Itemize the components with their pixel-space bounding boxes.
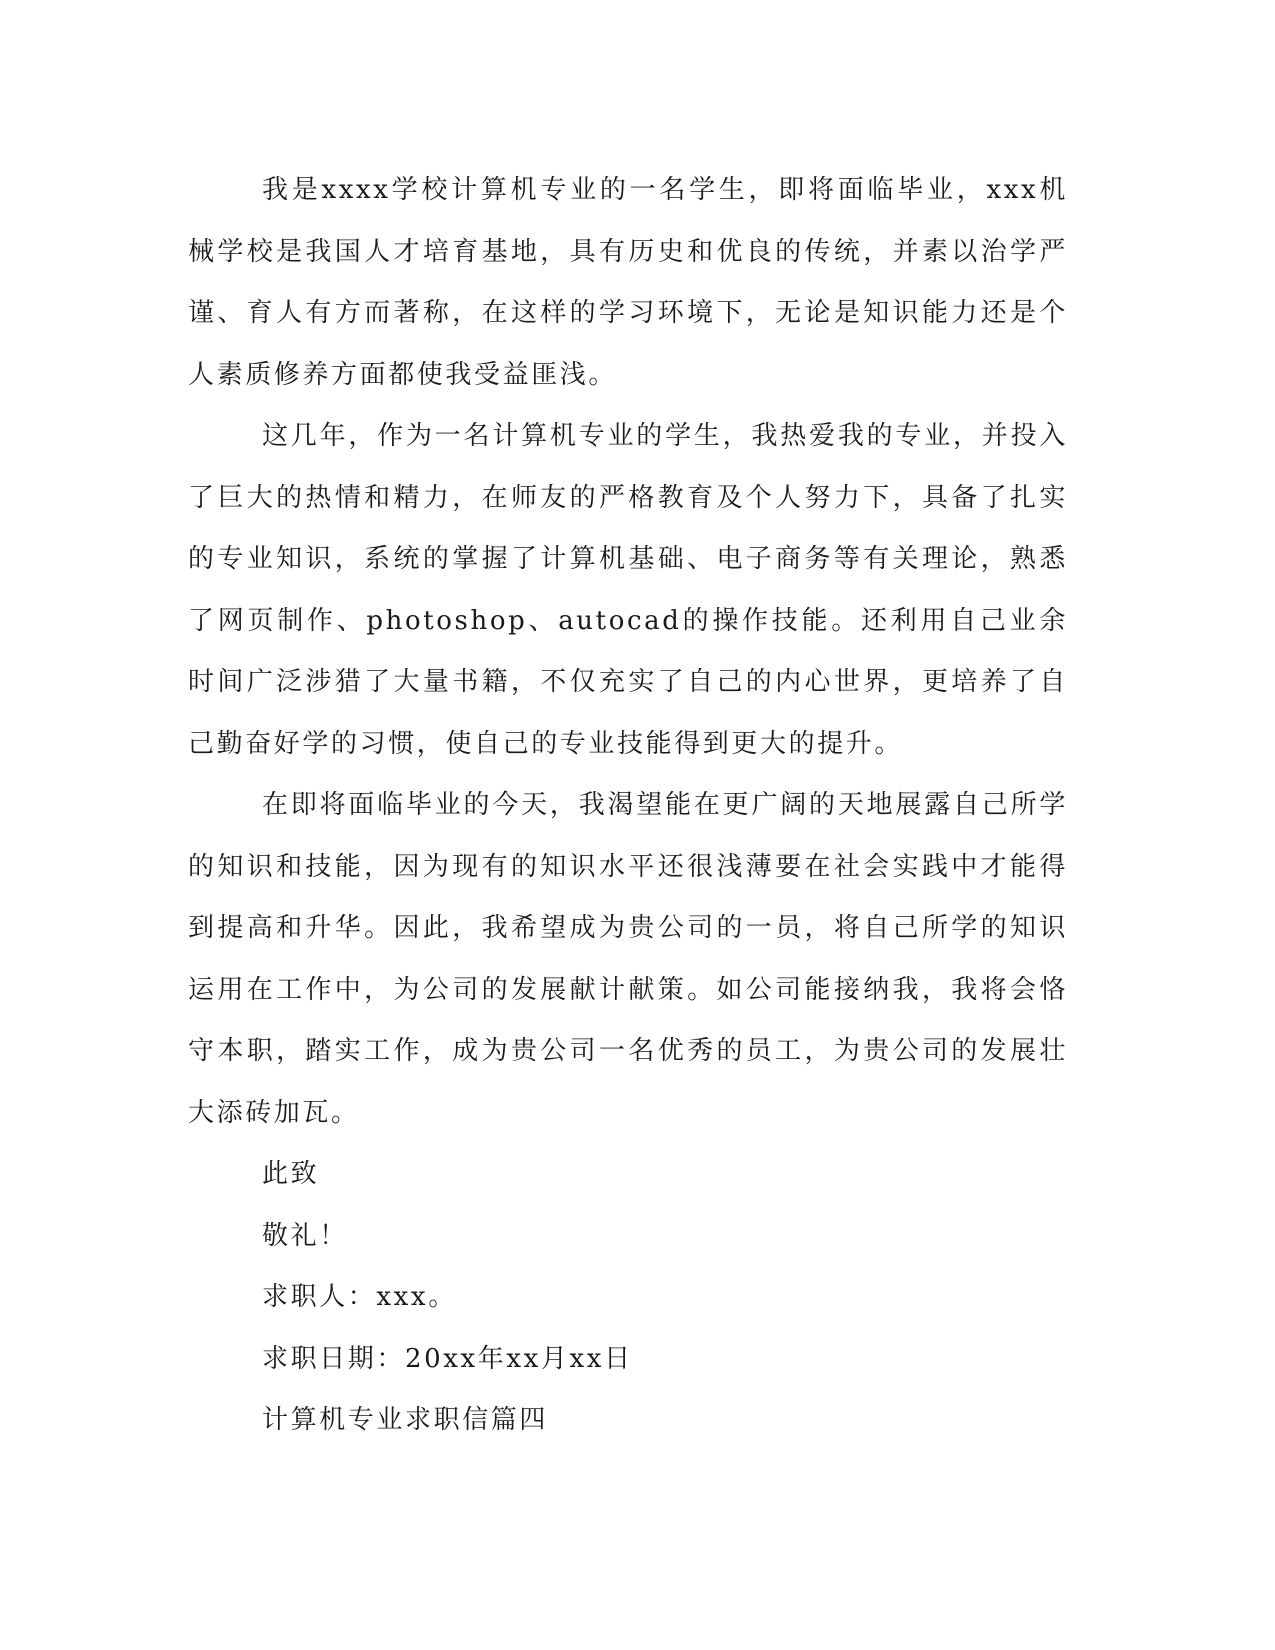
application-date: 求职日期：20xx年xx月xx日 xyxy=(262,1343,633,1374)
salutation: 此致 xyxy=(262,1159,320,1189)
letter-body xyxy=(188,160,1068,1452)
next-section-title: 计算机专业求职信篇四 xyxy=(262,1405,549,1435)
regards: 敬礼！ xyxy=(262,1220,348,1251)
applicant-name: 求职人：xxx。 xyxy=(262,1282,457,1312)
paragraph-intro: 我是xxxx学校计算机专业的一名学生，即将面临毕业，xxx机械学校是我国人才培育基地，具有历史和优良的传统，并素以治学严谨、育人有方而著称，在这样的学习环境下，无论是知识能力还是个人素质修养方面都使我受益匪浅。 xyxy=(188,175,1068,390)
paragraph-aspiration: 在即将面临毕业的今天，我渴望能在更广阔的天地展露自己所学的知识和技能，因为现有的知识水平还很浅薄要在社会实践中才能得到提高和升华。因此，我希望成为贵公司的一员，将自己所学的知识运用在工作中，为公司的发展献计献策。如公司能接纳我，我将会恪守本职，踏实工作，成为贵公司一名优秀的员工，为贵公司的发展壮大添砖加瓦。 xyxy=(188,790,1068,1128)
paragraph-skills: 这几年，作为一名计算机专业的学生，我热爱我的专业，并投入了巨大的热情和精力，在师友的严格教育及个人努力下，具备了扎实的专业知识，系统的掌握了计算机基础、电子商务等有关理论，熟悉了网页制作、photoshop、autocad的操作技能。还利用自己业余时间广泛涉猎了大量书籍，不仅充实了自己的内心世界，更培养了自己勤奋好学的习惯，使自己的专业技能得到更大的提升。 xyxy=(188,421,1068,759)
